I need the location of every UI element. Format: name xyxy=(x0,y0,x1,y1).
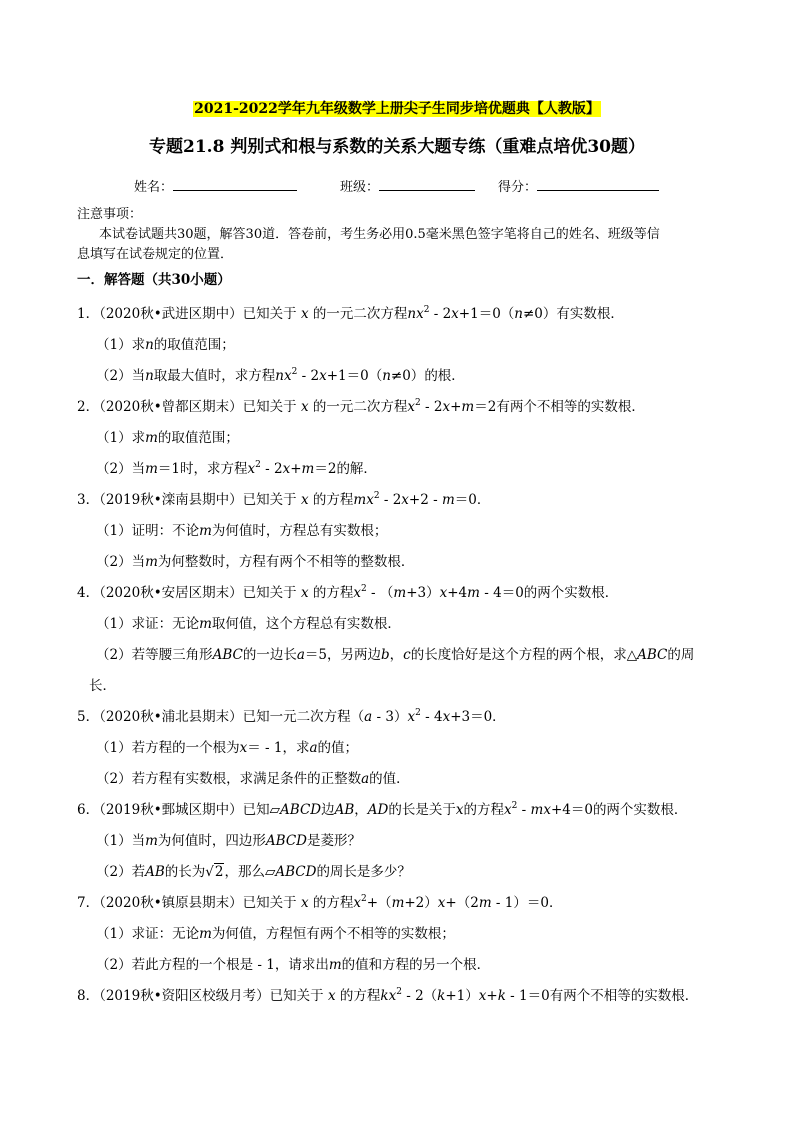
question-4: 4．（2020秋•安居区期末）已知关于 x 的方程$x^2 - (m+3)x+4m - 4=0$的两个实数根． xyxy=(77,584,619,601)
question-4-part-2: （2）若等腰三角形ABC的一边长a＝5，另两边b，c的长度恰好是这个方程的两个根，求△ABC的周 xyxy=(96,647,695,663)
name-blank xyxy=(173,177,297,191)
question-3-part-2: （2）当m为何整数时，方程有两个不相等的整数根． xyxy=(96,554,415,570)
question-6-part-1: （1）当m为何值时，四边形ABCD是菱形？ xyxy=(96,833,361,849)
score-blank xyxy=(537,177,659,191)
highlighted-series-title: 2021-2022学年九年级数学上册尖子生同步培优题典【人教版】 xyxy=(194,101,600,117)
class-blank xyxy=(379,177,475,191)
question-5: 5．（2020秋•浦北县期末）已知一元二次方程$(a - 3)x^2 - 4x+3=0$． xyxy=(77,708,506,725)
notice-heading: 注意事项： xyxy=(77,207,143,222)
question-7: 7．（2020秋•镇原县期末）已知关于 x 的方程$x^2+(m+2)x+(2m - 1)=0$． xyxy=(77,894,563,911)
section-title: 一．解答题（共30小题） xyxy=(77,272,231,288)
question-4-part-2-continued: 长． xyxy=(89,678,116,694)
question-2-part-2: （2）当m＝1时，求方程$x^2 - 2x+m=2$的解． xyxy=(96,460,377,477)
class-field xyxy=(340,177,475,197)
score-label: 得分： xyxy=(498,180,538,195)
notice-line-1: 本试卷试题共30题，解答30道．答卷前，考生务必用0.5毫米黑色签字笔将自己的姓名、班级等信 xyxy=(99,227,660,242)
name-field xyxy=(134,177,297,197)
question-2: 2．（2020秋•曾都区期末）已知关于 x 的一元二次方程$x^2 - 2x+m=2$有两个不相等的实数根． xyxy=(77,398,645,415)
question-8: 8．（2019秋•资阳区校级月考）已知关于 x 的方程$kx^2 - 2(k+1)x+k - 1=0$有两个不相等的实数根． xyxy=(77,987,699,1004)
question-7-part-1: （1）求证：无论m为何值，方程恒有两个不相等的实数根； xyxy=(96,926,455,942)
question-3-part-1: （1）证明：不论m为何值时，方程总有实数根； xyxy=(96,523,388,539)
question-1-part-1: （1）求n的取值范围； xyxy=(96,337,235,353)
series-title xyxy=(0,100,794,118)
score-field xyxy=(498,177,659,197)
page-title: 专题21.8 判别式和根与系数的关系大题专练（重难点培优30题） xyxy=(149,137,645,157)
question-5-part-2: （2）若方程有实数根，求满足条件的正整数a的值． xyxy=(96,771,410,787)
question-7-part-2: （2）若此方程的一个根是 - 1，请求出m的值和方程的另一个根． xyxy=(96,957,491,973)
question-6-part-2: （2）若AB的长为√2，那么▱ABCD的周长是多少？ xyxy=(96,864,411,880)
question-6: 6．（2019秋•鄄城区期中）已知▱ABCD边AB，AD的长是关于x的方程$x^2 - mx+4=0$的两个实数根． xyxy=(77,801,688,818)
question-3: 3．（2019秋•滦南县期中）已知关于 x 的方程$mx^2 - 2x+2 - m=0$． xyxy=(77,491,491,508)
class-label: 班级： xyxy=(340,180,380,195)
question-5-part-1: （1）若方程的一个根为x＝ - 1，求a的值； xyxy=(96,740,359,756)
question-1-part-2: （2）当n取最大值时，求方程$nx^2 - 2x+1=0(n\ne 0)$的根． xyxy=(96,367,465,384)
name-label: 姓名： xyxy=(134,180,174,195)
question-1: 1．（2020秋•武进区期中）已知关于 x 的一元二次方程$nx^2 - 2x+1=0(n\ne 0)$有实数根． xyxy=(77,305,624,322)
question-4-part-1: （1）求证：无论m取何值，这个方程总有实数根． xyxy=(96,616,401,632)
notice-line-2: 息填写在试卷规定的位置． xyxy=(77,247,234,262)
question-2-part-1: （1）求m的取值范围； xyxy=(96,430,239,446)
